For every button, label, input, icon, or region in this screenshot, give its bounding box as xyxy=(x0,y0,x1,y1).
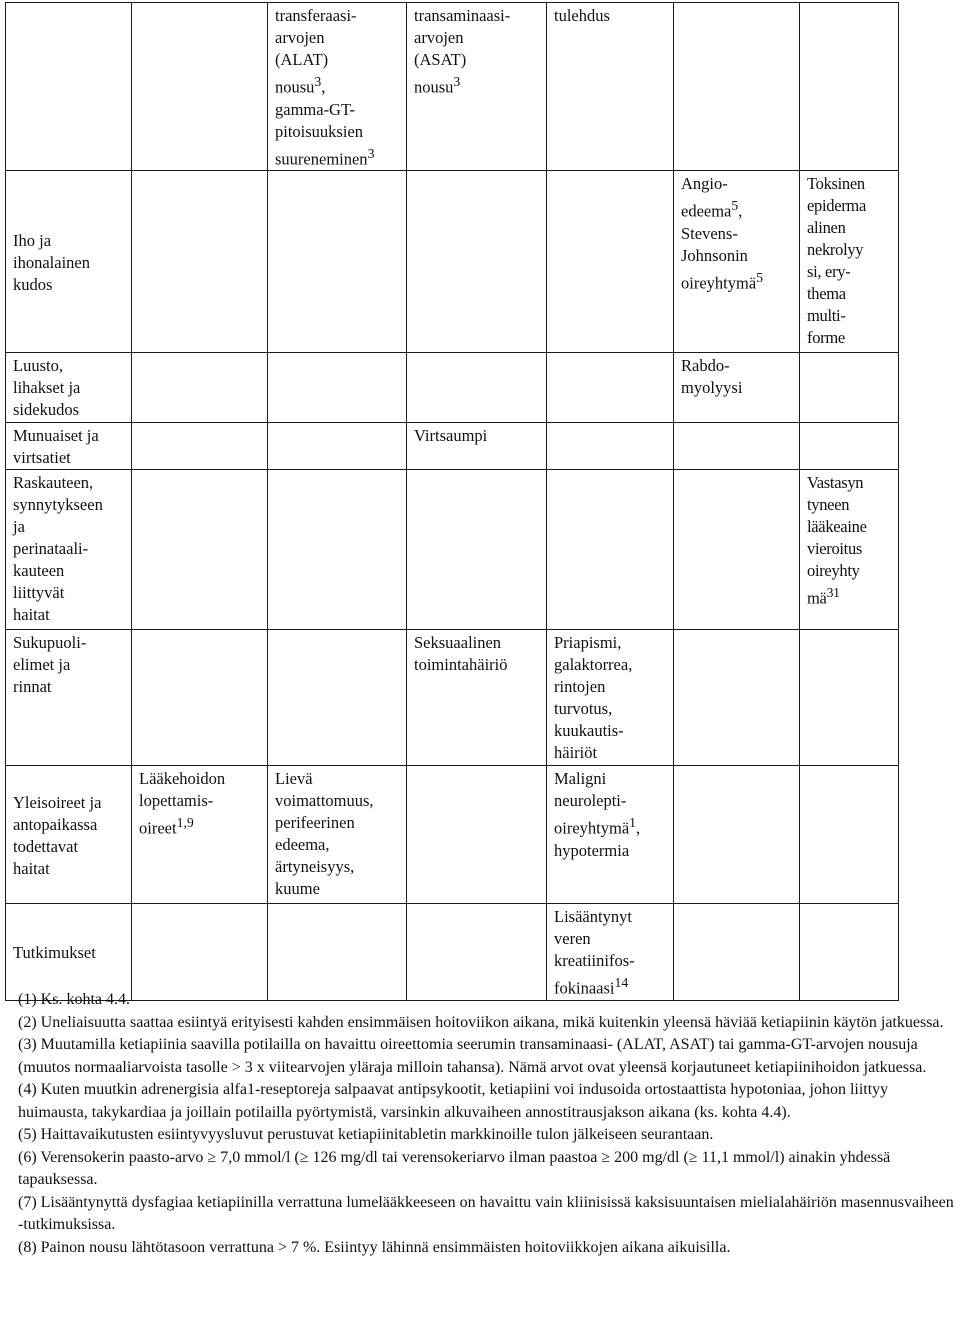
cell-text: transferaasi- arvojen (ALAT) nousu xyxy=(275,6,357,97)
cell-text: Lievä voimattomuus, perifeerinen edeema, ärtyneisyys, kuume xyxy=(275,769,374,898)
cell-text: Lääkehoidon lopettamis- oireet xyxy=(139,769,226,838)
cell-col2 xyxy=(268,353,407,423)
footnote: (8) Painon nousu lähtötasoon verrattuna > 7 %. Esiintyy lähinnä ensimmäisten hoitoviikkojen aikana aikuisilla. xyxy=(18,1238,731,1256)
cell-col4 xyxy=(547,3,674,171)
cell-text: Rabdo- myolyysi xyxy=(681,356,743,397)
cell-col4 xyxy=(547,353,674,423)
table-row xyxy=(6,353,899,423)
organ-class-cell xyxy=(6,3,132,171)
organ-class-cell xyxy=(6,904,132,1001)
cell-text: Seksuaalinen toimintahäiriö xyxy=(414,633,508,674)
cell-col2 xyxy=(268,904,407,1001)
cell-col6 xyxy=(800,766,899,904)
cell-col3 xyxy=(407,766,547,904)
table-row xyxy=(6,423,899,470)
cell-col5 xyxy=(674,171,800,353)
organ-class-cell xyxy=(6,171,132,353)
footnote: (5) Haittavaikutusten esiintyvyysluvut perustuvat ketiapiinitabletin markkinoille tulon jälkeiseen seurantaan. xyxy=(18,1126,714,1143)
table-row xyxy=(6,171,899,353)
footnote: (2) Uneliaisuutta saattaa esiintyä erityisesti kahden ensimmäisen hoitoviikon aikana, mikä kuitenkin yleensä häviää ketiapiinin käytön jatkuessa. xyxy=(18,1013,944,1031)
cell-col6 xyxy=(800,353,899,423)
cell-col6 xyxy=(800,3,899,171)
footnote-ref: 3 xyxy=(367,145,375,161)
cell-col4 xyxy=(547,423,674,470)
cell-text: transaminaasi- arvojen (ASAT) nousu xyxy=(414,6,511,97)
cell-col2 xyxy=(268,630,407,766)
adverse-reactions-table xyxy=(5,2,899,1001)
organ-class-label: Luusto, lihakset ja sidekudos xyxy=(13,356,81,419)
cell-col2 xyxy=(268,3,407,171)
organ-class-cell xyxy=(6,630,132,766)
cell-col5 xyxy=(674,423,800,470)
cell-col4 xyxy=(547,630,674,766)
cell-col3 xyxy=(407,353,547,423)
cell-text: Vastasyn tyneen lääkeaine vieroitus oireyhty mä xyxy=(807,473,867,608)
organ-class-cell xyxy=(6,353,132,423)
footnote: (4) Kuten muutkin adrenergisia alfa1-reseptoreja salpaavat antipsykootit, ketiapiini voi indusoida ortostaattista hypotoniaa, johon liittyy huimausta, takykardiaa ja joillain potilailla pyörtymistä, varsinkin alkuvaiheen annostitrausjakson aikana (ks. kohta 4.4). xyxy=(18,1081,889,1121)
footnote-ref: 3 xyxy=(314,74,322,89)
cell-text: , gamma-GT- pitoisuuksien suureneminen xyxy=(275,77,368,168)
cell-col6 xyxy=(800,470,899,630)
cell-col1 xyxy=(132,630,268,766)
footnote: (6) Verensokerin paasto-arvo ≥ 7,0 mmol/l (≥ 126 mg/dl tai verensokeriarvo ilman paastoa ≥ 200 mg/dl (≥ 11,1 mmol/l) ainakin yhdessä tapauksessa. xyxy=(18,1148,891,1188)
footnotes xyxy=(18,989,960,1259)
table-row xyxy=(6,3,899,171)
cell-col3 xyxy=(407,904,547,1001)
cell-col3 xyxy=(407,3,547,171)
cell-col6 xyxy=(800,423,899,470)
cell-col1 xyxy=(132,904,268,1001)
cell-col4 xyxy=(547,171,674,353)
organ-class-label: Raskauteen, synnytykseen ja perinataali- kauteen liittyvät haitat xyxy=(13,473,103,624)
cell-col1 xyxy=(132,766,268,904)
cell-col1 xyxy=(132,3,268,171)
table-row xyxy=(6,470,899,630)
organ-class-label: Sukupuoli- elimet ja rinnat xyxy=(13,633,87,696)
cell-col5 xyxy=(674,904,800,1001)
cell-col3 xyxy=(407,630,547,766)
footnote-ref: 3 xyxy=(453,74,461,89)
organ-class-label: Yleisoireet ja antopaikassa todettavat haitat xyxy=(13,792,102,878)
organ-class-cell xyxy=(6,423,132,470)
cell-col2 xyxy=(268,470,407,630)
cell-col2 xyxy=(268,766,407,904)
cell-text: Virtsaumpi xyxy=(414,426,488,445)
footnote: (1) Ks. kohta 4.4. xyxy=(18,991,130,1008)
cell-col5 xyxy=(674,353,800,423)
cell-col4 xyxy=(547,904,674,1001)
cell-text: , hypotermia xyxy=(554,818,641,860)
table-row xyxy=(6,630,899,766)
organ-class-label: Munuaiset ja virtsatiet xyxy=(13,426,99,467)
footnote-ref: 31 xyxy=(826,585,840,600)
cell-col5 xyxy=(674,766,800,904)
footnote: (7) Lisääntynyttä dysfagiaa ketiapiinilla verrattuna lumelääkkeeseen on havaittu vain kliinisissä kaksisuuntaisen mielialahäiriön masennusvaiheen -tutkimuksissa. xyxy=(18,1193,954,1233)
cell-col4 xyxy=(547,766,674,904)
footnote-ref: 5 xyxy=(731,198,739,213)
cell-col5 xyxy=(674,3,800,171)
cell-text: Priapismi, galaktorrea, rintojen turvotus, kuukautis- häiriöt xyxy=(554,633,633,762)
cell-col6 xyxy=(800,630,899,766)
footnote-ref: 1 xyxy=(629,815,637,830)
cell-col6 xyxy=(800,171,899,353)
organ-class-cell xyxy=(6,470,132,630)
cell-text: Lisääntynyt veren kreatiinifos- fokinaasi xyxy=(554,907,635,998)
cell-col3 xyxy=(407,423,547,470)
footnote-ref: 1,9 xyxy=(176,815,194,830)
cell-col1 xyxy=(132,171,268,353)
cell-col1 xyxy=(132,353,268,423)
cell-col3 xyxy=(407,171,547,353)
footnote-ref: 5 xyxy=(756,269,764,285)
cell-col5 xyxy=(674,470,800,630)
cell-text: Maligni neurolepti- oireyhtymä xyxy=(554,769,630,838)
cell-col5 xyxy=(674,630,800,766)
cell-col1 xyxy=(132,470,268,630)
organ-class-label: Tutkimukset xyxy=(13,942,96,962)
cell-col3 xyxy=(407,470,547,630)
cell-col6 xyxy=(800,904,899,1001)
cell-col2 xyxy=(268,423,407,470)
cell-text: Angio- edeema xyxy=(681,174,732,221)
organ-class-label: Iho ja ihonalainen kudos xyxy=(13,230,90,294)
table-row xyxy=(6,904,899,1001)
cell-col4 xyxy=(547,470,674,630)
cell-text: Toksinen epiderma alinen nekrolyy si, ery- thema multi- forme xyxy=(807,174,866,347)
footnote: (3) Muutamilla ketiapiinia saavilla potilailla on havaittu oireettomia seerumin transaminaasi- (ALAT, ASAT) tai gamma-GT-arvojen nousuja (muutos normaaliarvoista tasolle > 3 x viitearvojen yläraja milloin tahansa). Nämä arvot ovat yleensä korjautuneet ketiapiinihoidon jatkuessa. xyxy=(18,1036,927,1076)
cell-col1 xyxy=(132,423,268,470)
cell-text: tulehdus xyxy=(554,6,610,25)
organ-class-cell xyxy=(6,766,132,904)
table-row xyxy=(6,766,899,904)
cell-col2 xyxy=(268,171,407,353)
footnote-ref: 14 xyxy=(614,975,629,990)
cell-text: , Stevens- Johnsonin oireyhtymä xyxy=(681,201,757,292)
